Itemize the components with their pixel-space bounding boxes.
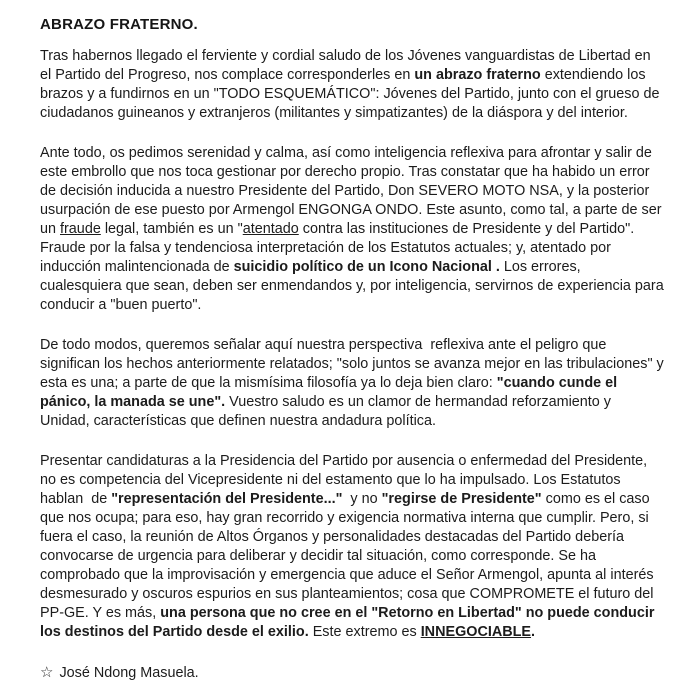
paragraph-4 xyxy=(40,452,664,642)
text-run: Los errores, cualesquiera que sean, deben ser enmendandos y, por inteligencia, servirnos de experiencia para conducir a "buen puerto". xyxy=(40,259,668,313)
signature-name: José Ndong Masuela. xyxy=(59,665,199,681)
text-run: Este extremo es xyxy=(308,624,421,640)
text-run: . xyxy=(531,624,536,640)
document-body xyxy=(40,47,668,683)
text-run: y no xyxy=(342,491,382,507)
paragraphs xyxy=(40,47,668,642)
text-run: Tras habernos llegado el ferviente y cordial saludo de los Jóvenes vanguardistas de Libertad en el Partido del Progreso, nos complace corresponderles en xyxy=(40,48,655,83)
text-run: Vuestro saludo es un clamor de hermandad reforzamiento y Unidad, características que definen nuestra andadura política. xyxy=(40,394,615,429)
text-run: una persona que no cree en el "Retorno en Libertad" no puede conducir los destinos del Partido desde el exilio. xyxy=(40,605,659,640)
text-run: Presentar candidaturas a la Presidencia del Partido por ausencia o enfermedad del Presidente, no es competencia del Vicepresidente ni del estamento que lo ha impulsado. Los Estatutos hablan de xyxy=(40,453,652,507)
paragraph-3 xyxy=(40,336,668,431)
text-run: De todo modos, queremos señalar aquí nuestra perspectiva reflexiva ante el peligro que significan los hechos anteriormente relatados; "solo juntos se avanza mejor en las tribulaciones" y esta es una; a parte de que la mismísima filosofía ya lo deja bien claro: xyxy=(40,337,668,391)
paragraph-2 xyxy=(40,144,668,315)
paragraph-1 xyxy=(40,47,664,123)
text-run: contra las instituciones de Presidente y del Partido". Fraude por la falsa y tendenciosa interpretación de los Estatutos actuales; y, atentado por inducción malintencionada de xyxy=(40,221,639,275)
text-run: atentado xyxy=(242,221,299,237)
text-run: "cuando cunde el pánico, la manada se une". xyxy=(40,375,622,410)
text-run: Ante todo, os pedimos serenidad y calma, así como inteligencia reflexiva para afrontar y salir de este embrollo que nos toca gestionar por derecho propio. Tras constatar que ha habido un error de decisión inducida a nuestro Presidente del Partido, Don SEVERO MOTO NSA, y la posterior usurpación de ese puesto por Armengol ENGONGA ONDO. Este asunto, como tal, a parte de ser un xyxy=(40,145,666,237)
text-run: INNEGOCIABLE xyxy=(420,624,532,640)
signature-line xyxy=(40,663,664,683)
text-run: legal, también es un " xyxy=(100,221,243,237)
text-run: suicidio político de un Icono Nacional . xyxy=(233,259,500,275)
star-icon: ☆ xyxy=(40,664,54,681)
document-title: ABRAZO FRATERNO. xyxy=(40,16,198,33)
text-run: extendiendo los brazos y a fundirnos en un "TODO ESQUEMÁTICO": Jóvenes del Partido, junto con el grueso de ciudadanos guineanos y extranjeros (militantes y simpatizantes) de la diáspora y del interior. xyxy=(40,67,664,121)
text-run: "regirse de Presidente" xyxy=(381,491,542,507)
text-run: un abrazo fraterno xyxy=(414,67,541,83)
text-run: "representación del Presidente..." xyxy=(111,491,343,507)
text-run: como es el caso que nos ocupa; para eso, hay gran recorrido y exigencia normativa interna que cumplir. Pero, si fuera el caso, la reunión de Altos Órganos y personalidades destacadas del Partido debería convocarse de urgencia para deliberar y decidir tal situación, como corresponde. Se ha comprobado que la improvisación y emergencia que aduce el Señor Armengol, apunta al interés desmesurado y oscuros espurios en sus planteamientos; cosa que COMPROMETE el futuro del PP-GE. Y es más, xyxy=(40,491,658,621)
text-run: fraude xyxy=(60,221,101,237)
